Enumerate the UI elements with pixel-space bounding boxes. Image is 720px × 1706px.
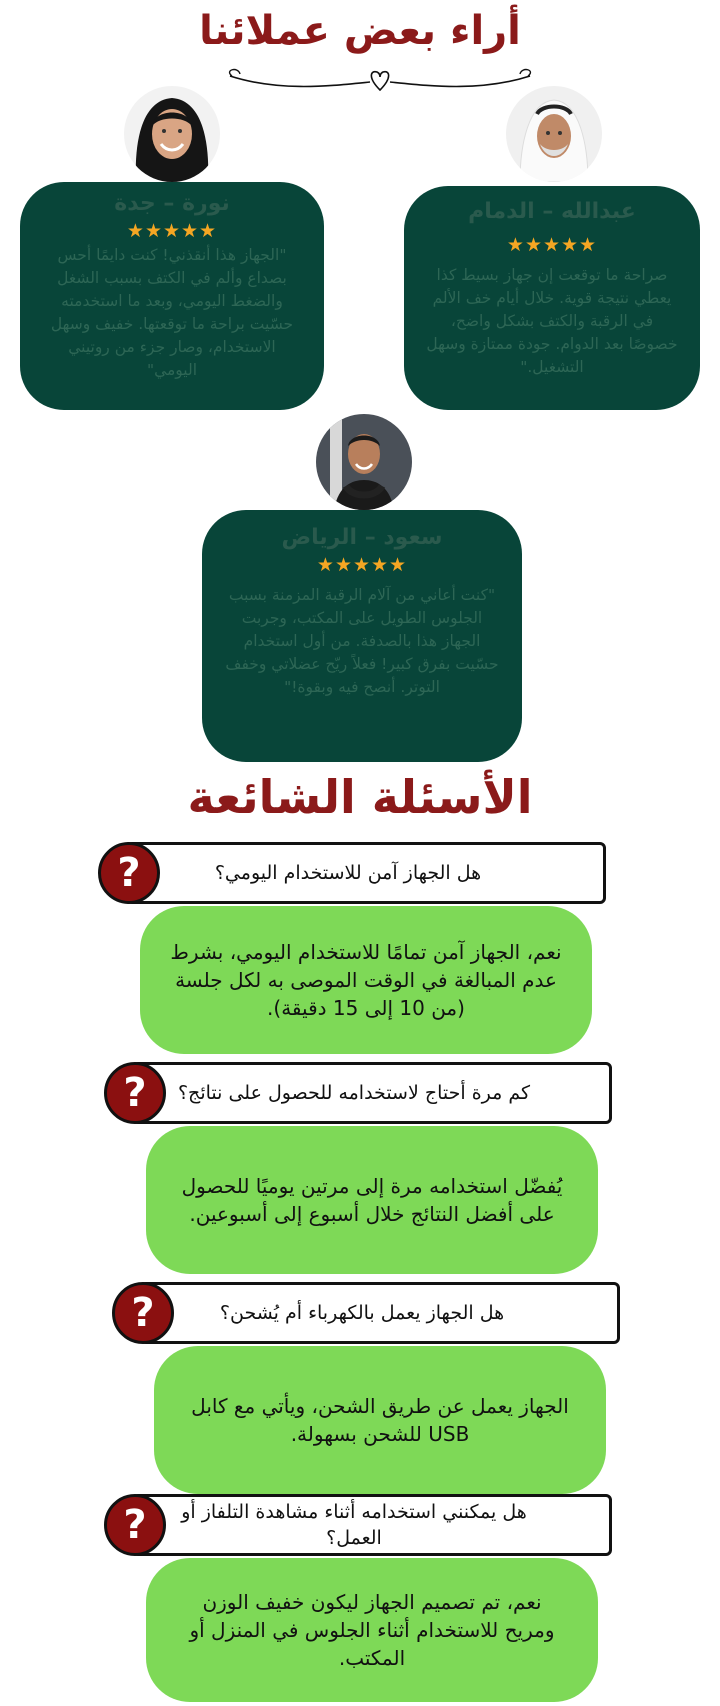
review-text: صراحة ما توقعت إن جهاز بسيط كذا يعطي نتيجة قوية. خلال أيام خف الألم في الرقبة والكتف بشكل واضح، خصوصًا بعد الدوام. جودة ممتازة وسهل التشغيل." [426,266,678,376]
faq-question-1[interactable] [126,842,606,904]
ornament-divider-icon [220,64,540,94]
faq-answer-3 [154,1346,606,1494]
faq-answer-text: الجهاز يعمل عن طريق الشحن، ويأتي مع كابل USB للشحن بسهولة. [191,1394,569,1446]
faq-answer-1 [140,906,592,1054]
avatar-saud [316,414,412,510]
review-name: نورة – جدة [114,191,230,216]
review-card-abdullah [404,186,700,410]
faq-question-text: كم مرة أحتاج لاستخدامه للحصول على نتائج؟ [177,1082,531,1104]
faq-question-3[interactable] [140,1282,620,1344]
faq-question-2[interactable] [132,1062,612,1124]
faq-question-text: هل الجهاز آمن للاستخدام اليومي؟ [214,862,482,884]
review-name: سعود – الرياض [281,525,443,550]
woman-avatar-icon [124,86,220,182]
man-avatar-icon [506,86,602,182]
faq-answer-text: يُفضّل استخدامه مرة إلى مرتين يوميًا للحصول على أفضل النتائج خلال أسبوع إلى أسبوعين. [181,1174,563,1226]
faq-answer-4 [146,1558,598,1702]
question-mark-icon: ? [104,1494,166,1556]
review-card-noura [20,182,324,410]
question-mark-icon: ? [98,842,160,904]
faq-title: الأسئلة الشائعة [187,770,533,824]
faq-question-text: هل الجهاز يعمل بالكهرباء أم يُشحن؟ [219,1302,505,1324]
rating-stars-icon: ★★★★★ [126,220,218,242]
review-card-saud [202,510,522,762]
rating-stars-icon: ★★★★★ [316,554,408,576]
question-mark-icon: ? [104,1062,166,1124]
avatar-noura [124,86,220,182]
faq-answer-2 [146,1126,598,1274]
review-name: عبدالله – الدمام [468,199,636,224]
review-text: "الجهاز هذا أنقذني! كنت دايمًا أحس بصداع وألم في الكتف بسبب الشغل والضغط اليومي، وبعد ما استخدمته حسّيت براحة ما توقعتها. خفيف وسهل الاستخدام، وصار جزء من روتيني اليومي" [50,246,294,379]
faq-answer-text: نعم، تم تصميم الجهاز ليكون خفيف الوزن ومريح للاستخدام أثناء الجلوس في المنزل أو المكتب. [189,1590,555,1670]
avatar-abdullah [506,86,602,182]
faq-question-4[interactable] [132,1494,612,1556]
reviews-title: أراء بعض عملائنا [199,8,521,54]
faq-question-text: هل يمكنني استخدامه أثناء مشاهدة التلفاز أو العمل؟ [181,1501,527,1549]
question-mark-icon: ? [112,1282,174,1344]
rating-stars-icon: ★★★★★ [506,234,598,256]
young-man-avatar-icon [316,414,412,510]
faq-answer-text: نعم، الجهاز آمن تمامًا للاستخدام اليومي، بشرط عدم المبالغة في الوقت الموصى به لكل جلسة (من 10 إلى 15 دقيقة). [170,940,562,1020]
review-text: "كنت أعاني من آلام الرقبة المزمنة بسبب الجلوس الطويل على المكتب، وجربت الجهاز هذا بالصدفة. من أول استخدام حسّيت بفرق كبير! فعلاً ريّح عضلاتي وخفف التوتر. أنصح فيه وبقوة!" [225,586,499,696]
